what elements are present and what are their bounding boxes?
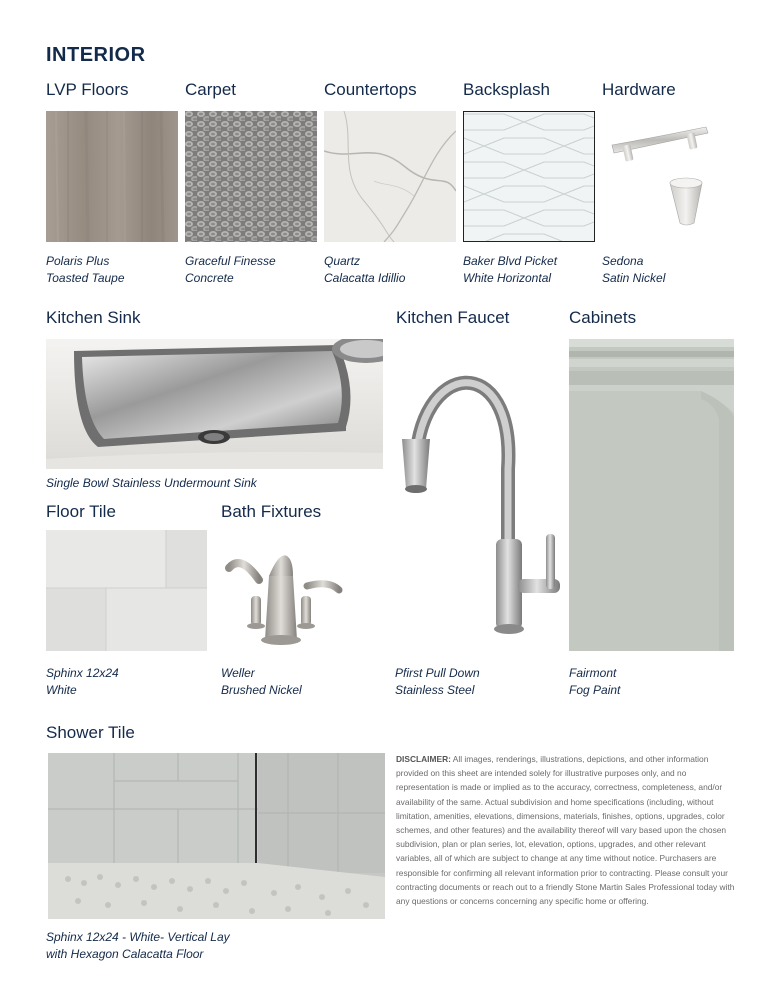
floor-tile-caption-line2: White (46, 683, 77, 697)
lvp-floors-caption (46, 253, 125, 287)
lvp-caption-line1: Polaris Plus (46, 254, 110, 268)
carpet-caption-line2: Concrete (185, 271, 234, 285)
shower-tile-caption (46, 929, 230, 963)
hardware-swatch (602, 111, 734, 242)
carpet-label: Carpet (185, 80, 237, 99)
floor-tile-swatch (46, 530, 207, 651)
backsplash-swatch (463, 111, 595, 242)
countertops-caption-line1: Quartz (324, 254, 361, 268)
disclaimer-heading: DISCLAIMER: (396, 754, 451, 764)
shower-tile-image (48, 753, 385, 919)
countertops-label: Countertops (324, 80, 417, 99)
lvp-floor-swatch (46, 111, 178, 242)
hardware-caption-line2: Satin Nickel (602, 271, 666, 285)
lvp-floors-label: LVP Floors (46, 80, 129, 99)
cabinets-caption-line1: Fairmont (569, 666, 617, 680)
kitchen-sink-label: Kitchen Sink (46, 308, 141, 327)
bath-fixtures-label: Bath Fixtures (221, 502, 322, 521)
kitchen-faucet-caption-line1: Pfirst Pull Down (395, 666, 480, 680)
bath-fixtures-image (221, 540, 346, 650)
cabinets-caption-line2: Fog Paint (569, 683, 621, 697)
carpet-caption (185, 253, 276, 287)
shower-tile-label: Shower Tile (46, 723, 135, 742)
hardware-label: Hardware (602, 80, 676, 99)
backsplash-caption-line1: Baker Blvd Picket (463, 254, 558, 268)
backsplash-label: Backsplash (463, 80, 550, 99)
hardware-caption (602, 253, 665, 287)
bath-fixtures-caption-line1: Weller (221, 666, 255, 680)
countertops-caption (324, 253, 405, 287)
hardware-caption-line1: Sedona (602, 254, 644, 268)
disclaimer (396, 752, 736, 908)
disclaimer-text: All images, renderings, illustrations, depictions, and other information provided on this sheet are intended solely for illustrative purposes only, and no representation is made or implied as to the accuracy, correctness, completeness, and/or availability of the same. Actual subdivision and home specifications (including, without limitation, amenities, elevations, dimensions, materials, finishes, options, upgrades, color schemes, and other features) and the availability thereof will vary based upon the chosen subdivision, plan or plan series, lot, elevation, options, upgrades, and other relevant variables, all of which are subject to change at any time without notice. Purchasers are responsible for confirming all relevant information prior to contracting. Please consult your contracting documents or reach out to a friendly Stone Martin Sales Professional today with any questions or concerns concerning any specific home or offering. (396, 754, 735, 907)
shower-tile-caption-line1: Sphinx 12x24 - White- Vertical Lay (46, 930, 230, 944)
page-title: INTERIOR (46, 44, 146, 66)
cabinets-swatch (569, 339, 734, 651)
cabinets-caption (569, 665, 620, 699)
kitchen-sink-caption: Single Bowl Stainless Undermount Sink (46, 476, 257, 490)
lvp-caption-line2: Toasted Taupe (46, 271, 125, 285)
floor-tile-caption (46, 665, 119, 699)
bath-fixtures-caption-line2: Brushed Nickel (221, 683, 302, 697)
kitchen-faucet-caption (395, 665, 480, 699)
countertops-caption-line2: Calacatta Idillio (324, 271, 406, 285)
backsplash-caption (463, 253, 557, 287)
carpet-caption-line1: Graceful Finesse (185, 254, 276, 268)
backsplash-caption-line2: White Horizontal (463, 271, 552, 285)
carpet-swatch (185, 111, 317, 242)
cabinets-label: Cabinets (569, 308, 637, 327)
kitchen-faucet-label: Kitchen Faucet (396, 308, 510, 327)
kitchen-faucet-caption-line2: Stainless Steel (395, 683, 475, 697)
floor-tile-caption-line1: Sphinx 12x24 (46, 666, 119, 680)
shower-tile-caption-line2: with Hexagon Calacatta Floor (46, 947, 204, 961)
floor-tile-label: Floor Tile (46, 502, 116, 521)
kitchen-sink-image (46, 339, 383, 469)
countertop-swatch (324, 111, 456, 242)
bath-fixtures-caption (221, 665, 302, 699)
kitchen-faucet-image (396, 339, 562, 651)
